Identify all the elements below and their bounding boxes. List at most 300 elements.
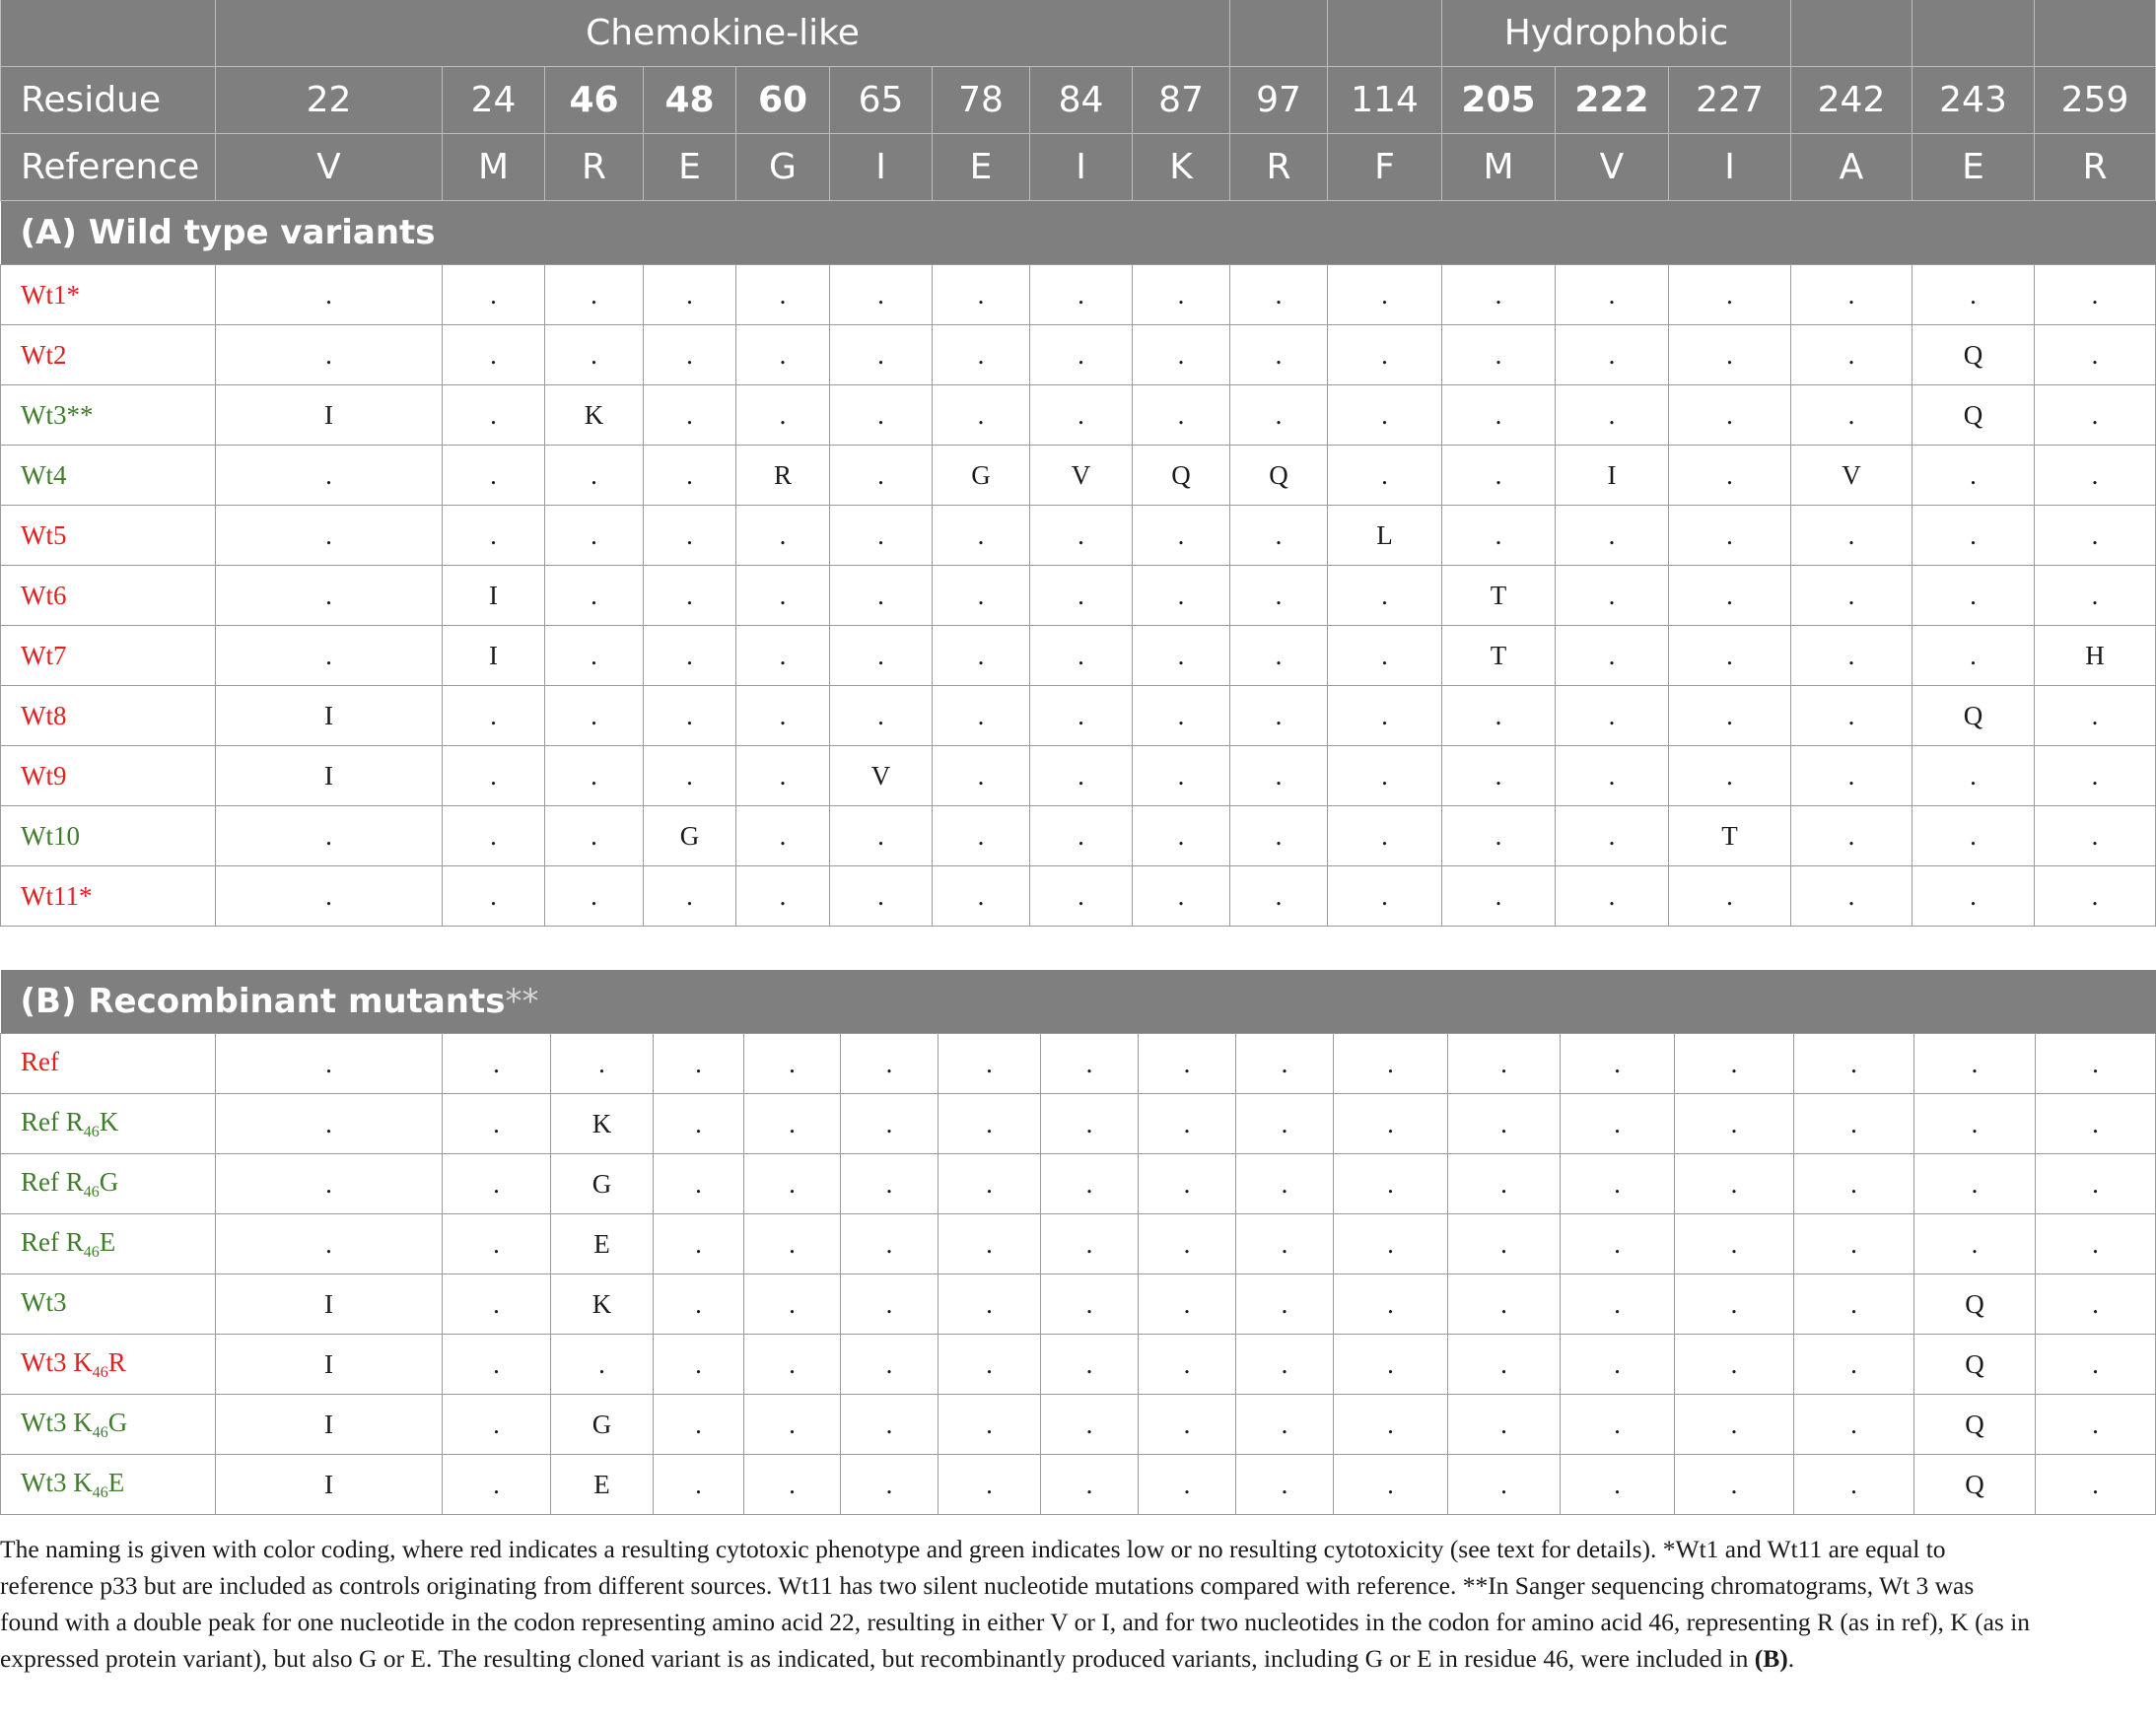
residue-cell: . xyxy=(654,1335,744,1395)
residue-cell: . xyxy=(1328,566,1442,626)
variant-row xyxy=(1,626,2156,686)
group-header-row xyxy=(1,0,2156,67)
residue-cell: . xyxy=(1328,686,1442,746)
residue-cell: K xyxy=(551,1094,654,1154)
residue-cell: . xyxy=(1230,566,1328,626)
residue-cell: . xyxy=(933,626,1030,686)
residue-cell: . xyxy=(545,806,644,866)
residue-cell: . xyxy=(654,1034,744,1094)
residue-cell: . xyxy=(1133,265,1230,325)
residue-cell: . xyxy=(1133,325,1230,385)
mutant-name-prefix: Ref R xyxy=(21,1106,84,1136)
mutant-row xyxy=(1,1154,2156,1214)
residue-cell: . xyxy=(2036,1094,2156,1154)
mutant-name xyxy=(1,1214,216,1274)
residue-cell: . xyxy=(939,1335,1041,1395)
residue-cell: . xyxy=(1133,806,1230,866)
residue-cell: . xyxy=(1236,1455,1334,1515)
residue-cell: . xyxy=(216,1154,443,1214)
residue-cell: . xyxy=(1791,566,1913,626)
residue-cell: . xyxy=(1133,566,1230,626)
residue-cell: . xyxy=(1675,1395,1794,1455)
residue-cell: . xyxy=(2036,1034,2156,1094)
residue-cell: . xyxy=(1236,1274,1334,1335)
residue-cell: I xyxy=(216,746,443,806)
residue-cell: . xyxy=(1669,265,1791,325)
residue-cell: . xyxy=(736,385,830,446)
variant-name: Wt7 xyxy=(1,626,216,686)
residue-number: 46 xyxy=(545,67,644,134)
mutant-position: 46 xyxy=(92,1423,108,1441)
residue-cell: . xyxy=(1561,1455,1675,1515)
residue-cell: . xyxy=(1675,1274,1794,1335)
residue-cell: . xyxy=(1675,1335,1794,1395)
residue-cell: . xyxy=(1334,1094,1448,1154)
residue-cell: . xyxy=(443,1335,551,1395)
residue-cell: . xyxy=(443,506,545,566)
residue-cell: . xyxy=(1230,806,1328,866)
residue-cell: . xyxy=(1236,1154,1334,1214)
section-b-title-cell xyxy=(1,970,2156,1034)
mutant-name-prefix: Wt3 K xyxy=(21,1407,93,1437)
residue-cell: . xyxy=(830,325,933,385)
reference-residue: I xyxy=(830,134,933,201)
residue-cell: I xyxy=(443,626,545,686)
mutant-row xyxy=(1,1274,2156,1335)
residue-cell: . xyxy=(1133,866,1230,927)
residue-cell: . xyxy=(2035,506,2156,566)
reference-residue: I xyxy=(1030,134,1133,201)
residue-cell: . xyxy=(1328,446,1442,506)
residue-cell: . xyxy=(1230,866,1328,927)
residue-cell: . xyxy=(654,1274,744,1335)
residue-cell: . xyxy=(644,566,736,626)
residue-cell: . xyxy=(1556,746,1669,806)
residue-cell: . xyxy=(1791,866,1913,927)
residue-cell: . xyxy=(1236,1395,1334,1455)
residue-cell: . xyxy=(1561,1335,1675,1395)
residue-cell: . xyxy=(216,1034,443,1094)
residue-cell: . xyxy=(443,325,545,385)
residue-cell: . xyxy=(830,265,933,325)
variant-name: Wt1* xyxy=(1,265,216,325)
residue-cell: . xyxy=(1030,325,1133,385)
residue-cell: . xyxy=(654,1395,744,1455)
residue-cell: . xyxy=(1791,626,1913,686)
residue-cell: . xyxy=(1556,626,1669,686)
section-b-title: (B) Recombinant mutants xyxy=(20,982,506,1021)
residue-cell: . xyxy=(654,1094,744,1154)
group-header-blank xyxy=(1328,0,1442,67)
residue-number: 227 xyxy=(1669,67,1791,134)
residue-cell: . xyxy=(1448,1274,1561,1335)
residue-cell: . xyxy=(1041,1395,1139,1455)
residue-cell: . xyxy=(443,746,545,806)
residue-cell: . xyxy=(2036,1335,2156,1395)
residue-cell: . xyxy=(443,1094,551,1154)
variant-row xyxy=(1,866,2156,927)
mutant-name xyxy=(1,1274,216,1335)
residue-number: 60 xyxy=(736,67,830,134)
residue-cell: . xyxy=(545,866,644,927)
residue-cell: I xyxy=(443,566,545,626)
residue-cell: V xyxy=(1030,446,1133,506)
residue-cell: . xyxy=(443,1154,551,1214)
residue-cell: . xyxy=(545,566,644,626)
residue-cell: . xyxy=(644,446,736,506)
residue-cell: . xyxy=(2035,446,2156,506)
residue-cell: . xyxy=(2036,1455,2156,1515)
residue-cell: . xyxy=(1675,1094,1794,1154)
residue-cell: . xyxy=(1041,1094,1139,1154)
residue-cell: . xyxy=(1133,626,1230,686)
residue-cell: . xyxy=(939,1034,1041,1094)
residue-cell: . xyxy=(841,1335,939,1395)
residue-cell: . xyxy=(1334,1395,1448,1455)
residue-cell: . xyxy=(216,866,443,927)
variant-row xyxy=(1,265,2156,325)
residue-cell: . xyxy=(744,1214,841,1274)
mutant-row xyxy=(1,1395,2156,1455)
residue-cell: . xyxy=(1133,746,1230,806)
residue-cell: . xyxy=(1448,1214,1561,1274)
residue-cell: . xyxy=(1794,1395,1914,1455)
variant-name: Wt4 xyxy=(1,446,216,506)
mutant-position: 46 xyxy=(83,1243,100,1261)
residue-cell: . xyxy=(2035,265,2156,325)
residue-cell: . xyxy=(2036,1154,2156,1214)
residue-cell: . xyxy=(443,1274,551,1335)
residue-cell: Q xyxy=(1913,385,2035,446)
variant-name: Wt5 xyxy=(1,506,216,566)
residue-cell: Q xyxy=(1230,446,1328,506)
residue-cell: . xyxy=(933,686,1030,746)
residue-cell: . xyxy=(545,446,644,506)
residue-cell: . xyxy=(1561,1034,1675,1094)
variant-name: Wt2 xyxy=(1,325,216,385)
residue-cell: . xyxy=(1328,385,1442,446)
residue-cell: . xyxy=(1561,1274,1675,1335)
residue-cell: . xyxy=(1328,265,1442,325)
residue-cell: . xyxy=(1556,265,1669,325)
residue-cell: . xyxy=(1041,1455,1139,1515)
residue-cell: . xyxy=(830,506,933,566)
group-header-blank xyxy=(2035,0,2156,67)
mutant-row xyxy=(1,1335,2156,1395)
mutant-position: 46 xyxy=(92,1483,108,1501)
residue-cell: . xyxy=(933,866,1030,927)
residue-cell: . xyxy=(1913,446,2035,506)
section-b-title-stars: ** xyxy=(505,982,539,1021)
reference-residue: R xyxy=(1230,134,1328,201)
residue-cell: . xyxy=(1669,325,1791,385)
residue-cell: . xyxy=(1236,1335,1334,1395)
residue-cell: . xyxy=(2035,866,2156,927)
residue-number: 242 xyxy=(1791,67,1913,134)
residue-cell: . xyxy=(1442,385,1556,446)
residue-number: 78 xyxy=(933,67,1030,134)
residue-cell: I xyxy=(216,1455,443,1515)
residue-cell: . xyxy=(1675,1455,1794,1515)
variant-row xyxy=(1,325,2156,385)
reference-residue: V xyxy=(216,134,443,201)
residue-cell: . xyxy=(644,265,736,325)
group-chemokine-like: Chemokine-like xyxy=(216,0,1230,67)
mutant-name xyxy=(1,1154,216,1214)
residue-cell: . xyxy=(1791,746,1913,806)
residue-cell: . xyxy=(545,686,644,746)
residue-number: 84 xyxy=(1030,67,1133,134)
residue-cell: . xyxy=(1669,385,1791,446)
residue-cell: . xyxy=(939,1274,1041,1335)
residue-cell: . xyxy=(1030,566,1133,626)
residue-cell: . xyxy=(443,265,545,325)
residue-cell: . xyxy=(1236,1094,1334,1154)
residue-cell: . xyxy=(443,1214,551,1274)
variant-row xyxy=(1,506,2156,566)
variant-row xyxy=(1,446,2156,506)
residue-number: 222 xyxy=(1556,67,1669,134)
mutant-name-prefix: Wt3 K xyxy=(21,1346,93,1377)
residue-cell: . xyxy=(1794,1154,1914,1214)
residue-cell: . xyxy=(644,385,736,446)
residue-cell: G xyxy=(933,446,1030,506)
residue-cell: . xyxy=(1791,806,1913,866)
residue-cell: . xyxy=(644,626,736,686)
residue-cell: I xyxy=(216,1395,443,1455)
residue-cell: . xyxy=(1442,265,1556,325)
residue-cell: . xyxy=(1914,1094,2036,1154)
residue-cell: . xyxy=(830,866,933,927)
residue-cell: . xyxy=(841,1214,939,1274)
variant-row xyxy=(1,806,2156,866)
variant-name: Wt8 xyxy=(1,686,216,746)
residue-cell: . xyxy=(2035,385,2156,446)
residue-cell: . xyxy=(1913,626,2035,686)
residue-cell: . xyxy=(1561,1154,1675,1214)
mutant-row xyxy=(1,1034,2156,1094)
residue-cell: . xyxy=(443,1395,551,1455)
residue-cell: . xyxy=(1328,866,1442,927)
mutant-name-prefix: Ref xyxy=(21,1046,59,1076)
residue-cell: . xyxy=(1230,325,1328,385)
group-header-blank xyxy=(1,0,216,67)
residue-cell: . xyxy=(216,446,443,506)
residue-cell: V xyxy=(830,746,933,806)
residue-cell: . xyxy=(1442,506,1556,566)
section-a-title: (A) Wild type variants xyxy=(1,201,2156,265)
residue-cell: . xyxy=(1794,1274,1914,1335)
residue-cell: I xyxy=(216,1335,443,1395)
footnote-end: . xyxy=(1787,1644,1795,1673)
residue-cell: . xyxy=(933,806,1030,866)
residue-cell: . xyxy=(736,265,830,325)
residue-cell: . xyxy=(644,686,736,746)
residue-cell: . xyxy=(1230,265,1328,325)
residue-cell: . xyxy=(443,1034,551,1094)
residue-cell: . xyxy=(1669,626,1791,686)
residue-cell: G xyxy=(551,1395,654,1455)
residue-cell: . xyxy=(1442,446,1556,506)
residue-cell: . xyxy=(933,265,1030,325)
residue-cell: Q xyxy=(1133,446,1230,506)
residue-cell: . xyxy=(736,506,830,566)
residue-cell: . xyxy=(1328,626,1442,686)
residue-cell: . xyxy=(1041,1034,1139,1094)
residue-number: 243 xyxy=(1913,67,2035,134)
variant-row xyxy=(1,385,2156,446)
residue-cell: . xyxy=(1914,1154,2036,1214)
residue-cell: . xyxy=(1669,506,1791,566)
residue-cell: . xyxy=(644,866,736,927)
residue-cell: . xyxy=(744,1094,841,1154)
residue-cell: . xyxy=(644,506,736,566)
residue-cell: . xyxy=(1442,325,1556,385)
residue-cell: Q xyxy=(1914,1455,2036,1515)
residue-cell: . xyxy=(216,566,443,626)
residue-cell: H xyxy=(2035,626,2156,686)
residue-cell: . xyxy=(1913,265,2035,325)
residue-cell: K xyxy=(545,385,644,446)
residue-cell: . xyxy=(830,806,933,866)
group-header-blank xyxy=(1230,0,1328,67)
reference-residue: M xyxy=(1442,134,1556,201)
table-footnote xyxy=(0,1531,2033,1677)
residue-cell: . xyxy=(841,1034,939,1094)
reference-residue: E xyxy=(1913,134,2035,201)
residue-cell: . xyxy=(2036,1395,2156,1455)
residue-cell: . xyxy=(939,1214,1041,1274)
residue-cell: E xyxy=(551,1214,654,1274)
residue-cell: . xyxy=(744,1274,841,1335)
residue-cell: . xyxy=(443,686,545,746)
residue-cell: . xyxy=(551,1335,654,1395)
residue-cell: . xyxy=(1791,265,1913,325)
mutant-name-prefix: Ref R xyxy=(21,1226,84,1257)
residue-cell: . xyxy=(1334,1335,1448,1395)
group-hydrophobic: Hydrophobic xyxy=(1442,0,1791,67)
residue-cell: . xyxy=(736,566,830,626)
residue-row xyxy=(1,67,2156,134)
residue-cell: E xyxy=(551,1455,654,1515)
reference-residue: R xyxy=(2035,134,2156,201)
residue-cell: . xyxy=(939,1395,1041,1455)
residue-cell: . xyxy=(736,806,830,866)
residue-cell: . xyxy=(2036,1274,2156,1335)
residue-cell: G xyxy=(644,806,736,866)
residue-cell: . xyxy=(654,1455,744,1515)
residue-cell: . xyxy=(830,686,933,746)
residue-cell: . xyxy=(1561,1214,1675,1274)
section-b-header xyxy=(1,970,2156,1034)
residue-cell: . xyxy=(216,1094,443,1154)
residue-cell: . xyxy=(216,1214,443,1274)
variants-table-b xyxy=(0,970,2156,1515)
residue-cell: . xyxy=(1328,746,1442,806)
residue-number: 205 xyxy=(1442,67,1556,134)
residue-cell: . xyxy=(744,1395,841,1455)
residue-cell: . xyxy=(654,1154,744,1214)
reference-residue: V xyxy=(1556,134,1669,201)
residue-number: 65 xyxy=(830,67,933,134)
residue-cell: G xyxy=(551,1154,654,1214)
residue-cell: . xyxy=(1030,265,1133,325)
residue-cell: . xyxy=(644,746,736,806)
residue-cell: Q xyxy=(1913,686,2035,746)
residue-cell: I xyxy=(216,1274,443,1335)
residue-cell: . xyxy=(1913,506,2035,566)
residue-cell: . xyxy=(2035,566,2156,626)
residue-cell: . xyxy=(1133,686,1230,746)
residue-cell: . xyxy=(1675,1214,1794,1274)
residue-cell: . xyxy=(1041,1274,1139,1335)
residue-cell: . xyxy=(1139,1214,1236,1274)
residue-cell: . xyxy=(2035,806,2156,866)
residue-cell: Q xyxy=(1913,325,2035,385)
reference-residue: A xyxy=(1791,134,1913,201)
residue-cell: . xyxy=(1556,806,1669,866)
mutant-name xyxy=(1,1395,216,1455)
residue-cell: . xyxy=(2035,325,2156,385)
mutant-name-suffix: R xyxy=(107,1346,126,1377)
variant-name: Wt3** xyxy=(1,385,216,446)
residue-cell: . xyxy=(545,265,644,325)
mutant-name-prefix: Wt3 xyxy=(21,1286,67,1317)
section-a-header xyxy=(1,201,2156,265)
residue-cell: . xyxy=(1041,1214,1139,1274)
residue-number: 24 xyxy=(443,67,545,134)
residue-cell: . xyxy=(1030,746,1133,806)
residue-cell: . xyxy=(1556,506,1669,566)
residue-number: 114 xyxy=(1328,67,1442,134)
residue-cell: T xyxy=(1669,806,1791,866)
residue-cell: . xyxy=(1030,866,1133,927)
residue-cell: . xyxy=(551,1034,654,1094)
residue-cell: . xyxy=(1133,506,1230,566)
residue-cell: K xyxy=(551,1274,654,1335)
residue-cell: . xyxy=(545,746,644,806)
residue-cell: Q xyxy=(1914,1274,2036,1335)
mutant-position: 46 xyxy=(83,1183,100,1201)
group-header-blank xyxy=(1791,0,1913,67)
mutant-name-suffix: K xyxy=(99,1106,119,1136)
residue-cell: . xyxy=(1030,806,1133,866)
residue-cell: . xyxy=(443,446,545,506)
residue-cell: . xyxy=(1556,566,1669,626)
variant-row xyxy=(1,746,2156,806)
mutant-name xyxy=(1,1034,216,1094)
residue-cell: . xyxy=(2035,746,2156,806)
residue-cell: . xyxy=(1669,566,1791,626)
residue-cell: . xyxy=(736,686,830,746)
mutant-name-suffix: G xyxy=(107,1407,128,1437)
variant-name: Wt11* xyxy=(1,866,216,927)
residue-cell: . xyxy=(1334,1034,1448,1094)
reference-row xyxy=(1,134,2156,201)
residue-cell: . xyxy=(841,1154,939,1214)
residue-cell: . xyxy=(1794,1335,1914,1395)
variant-name: Wt9 xyxy=(1,746,216,806)
residue-cell: . xyxy=(1556,686,1669,746)
mutant-row xyxy=(1,1214,2156,1274)
mutant-position: 46 xyxy=(92,1363,108,1381)
residue-cell: L xyxy=(1328,506,1442,566)
residue-cell: . xyxy=(841,1274,939,1335)
residue-cell: . xyxy=(830,385,933,446)
residue-cell: . xyxy=(1230,746,1328,806)
mutant-name-suffix: G xyxy=(99,1166,119,1197)
residue-cell: Q xyxy=(1914,1395,2036,1455)
